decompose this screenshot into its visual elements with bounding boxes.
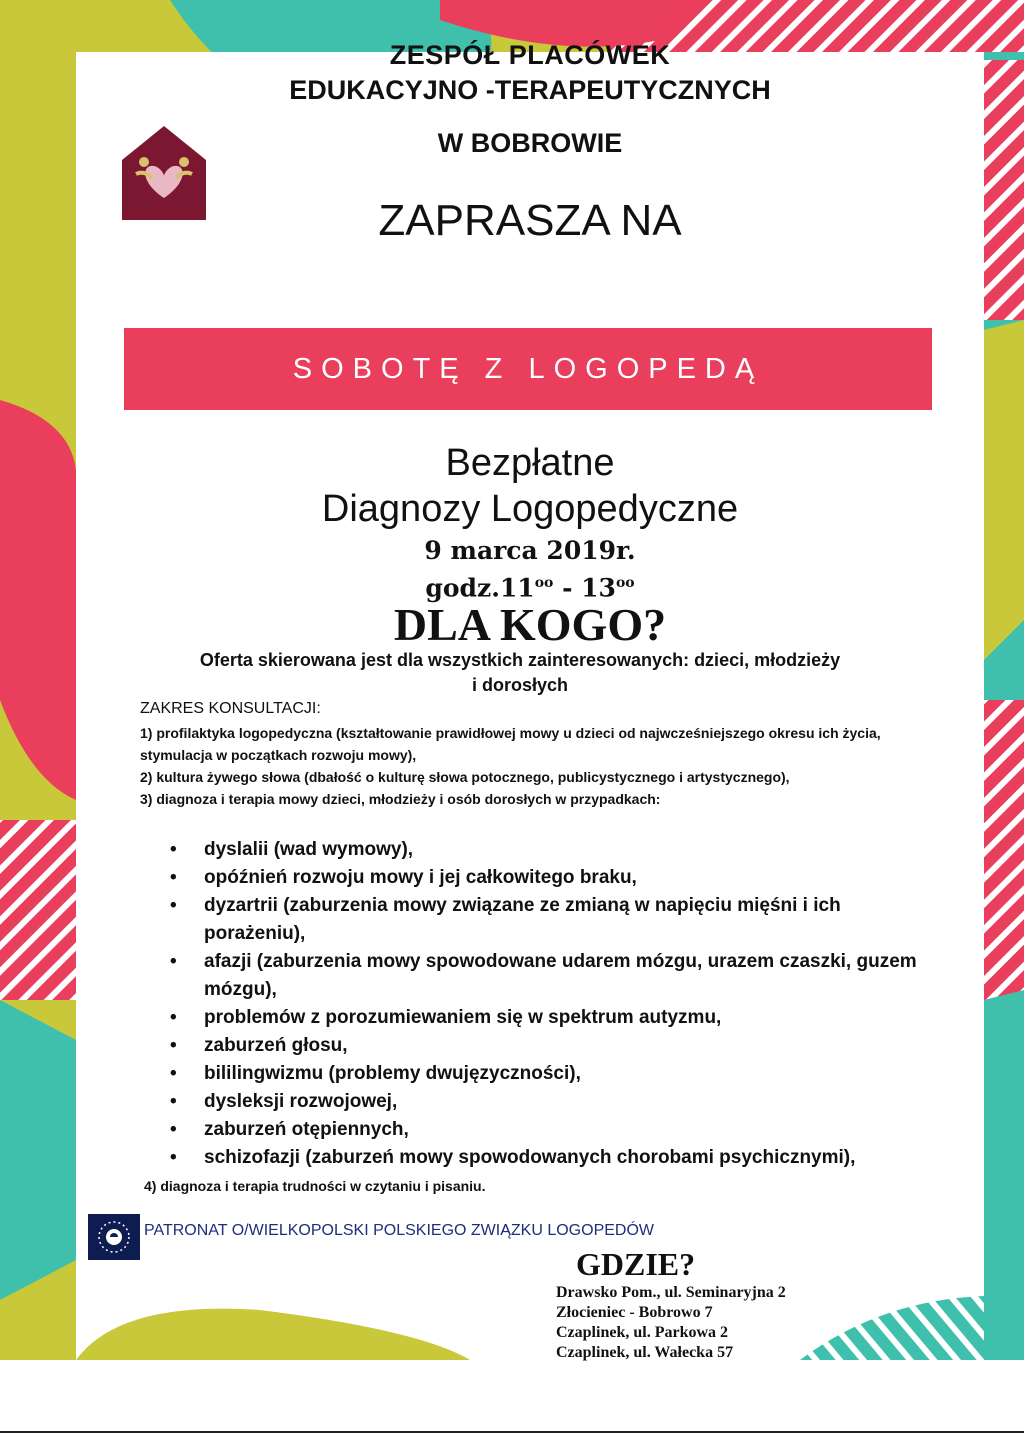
- org-name-line3: W BOBROWIE: [437, 128, 623, 158]
- hours-end-sup: oo: [615, 575, 635, 591]
- hours-start: godz.11: [425, 573, 535, 603]
- list-item: • schizofazji (zaburzeń mowy spowodowanych chorobami psychicznymi),: [164, 1144, 924, 1172]
- offer-line1: Oferta skierowana jest dla wszystkich zainteresowanych: dzieci, młodzieży: [199, 650, 841, 670]
- address-item: Drawsko Pom., ul. Seminaryjna 2: [556, 1284, 786, 1301]
- address-item: Czaplinek, ul. Parkowa 2: [556, 1324, 729, 1341]
- free-diagnosis-heading: [150, 440, 910, 532]
- invite-heading: ZAPRASZA NA: [378, 196, 682, 245]
- org-name-line2: EDUKACYJNO -TERAPEUTYCZNYCH: [289, 75, 771, 105]
- where-heading: GDZIE?: [576, 1246, 696, 1282]
- scope-item-4: 4) diagnoza i terapia trudności w czytaniu i pisaniu.: [144, 1178, 486, 1194]
- offer-line2: i dorosłych: [471, 675, 569, 695]
- patronage-text: PATRONAT O/WIELKOPOLSKI POLSKIEGO ZWIĄZKU LOGOPEDÓW: [144, 1222, 655, 1239]
- free-line2: Diagnozy Logopedyczne: [321, 488, 739, 530]
- speech-association-logo-icon: [88, 1214, 140, 1260]
- list-item: • dyslalii (wad wymowy),: [164, 836, 924, 864]
- list-item: • afazji (zaburzenia mowy spowodowane udarem mózgu, urazem czaszki, guzem mózgu),: [164, 948, 924, 1004]
- list-item: • zaburzeń otępiennych,: [164, 1116, 924, 1144]
- address-item: Czaplinek, ul. Wałecka 57: [556, 1344, 734, 1361]
- date-line: 9 marca 2019r.: [424, 536, 636, 565]
- scope-item-3: 3) diagnoza i terapia mowy dzieci, młodzieży i osób dorosłych w przypadkach:: [140, 791, 661, 807]
- consultation-scope-label: ZAKRES KONSULTACJI:: [140, 700, 321, 717]
- who-heading: DLA KOGO?: [393, 599, 667, 650]
- free-line1: Bezpłatne: [445, 442, 615, 484]
- hours-start-sup: oo: [534, 575, 554, 591]
- scope-item-2: 2) kultura żywego słowa (dbałość o kulturę słowa potocznego, publicystycznego i artystycznego),: [140, 769, 790, 785]
- address-item: Złocieniec - Bobrowo 7: [556, 1304, 713, 1321]
- scope-items: [140, 722, 920, 810]
- disorder-list: [164, 836, 924, 1172]
- list-item: • problemów z porozumiewaniem się w spektrum autyzmu,: [164, 1004, 924, 1032]
- scope-item-1: 1) profilaktyka logopedyczna (kształtowanie prawidłowej mowy u dzieci od najwcześniejszego okresu ich życia, stymulacja w początkach rozwoju mowy),: [140, 725, 881, 763]
- event-banner: [124, 328, 932, 410]
- list-item: • zaburzeń głosu,: [164, 1032, 924, 1060]
- address-list: [556, 1283, 786, 1363]
- event-banner-text: SOBOTĘ Z LOGOPEDĄ: [292, 352, 764, 385]
- list-item: • dyzartrii (zaburzenia mowy związane ze zmianą w napięciu mięśni i ich porażeniu),: [164, 892, 924, 948]
- event-date: [150, 535, 910, 604]
- list-item: • bililingwizmu (problemy dwujęzyczności),: [164, 1060, 924, 1088]
- hours-end: - 13: [553, 573, 616, 603]
- org-name-line1: ZESPÓŁ PLACÓWEK: [389, 40, 671, 70]
- list-item: • opóźnień rozwoju mowy i jej całkowitego braku,: [164, 864, 924, 892]
- offer-text: [120, 648, 920, 698]
- list-item: • dysleksji rozwojowej,: [164, 1088, 924, 1116]
